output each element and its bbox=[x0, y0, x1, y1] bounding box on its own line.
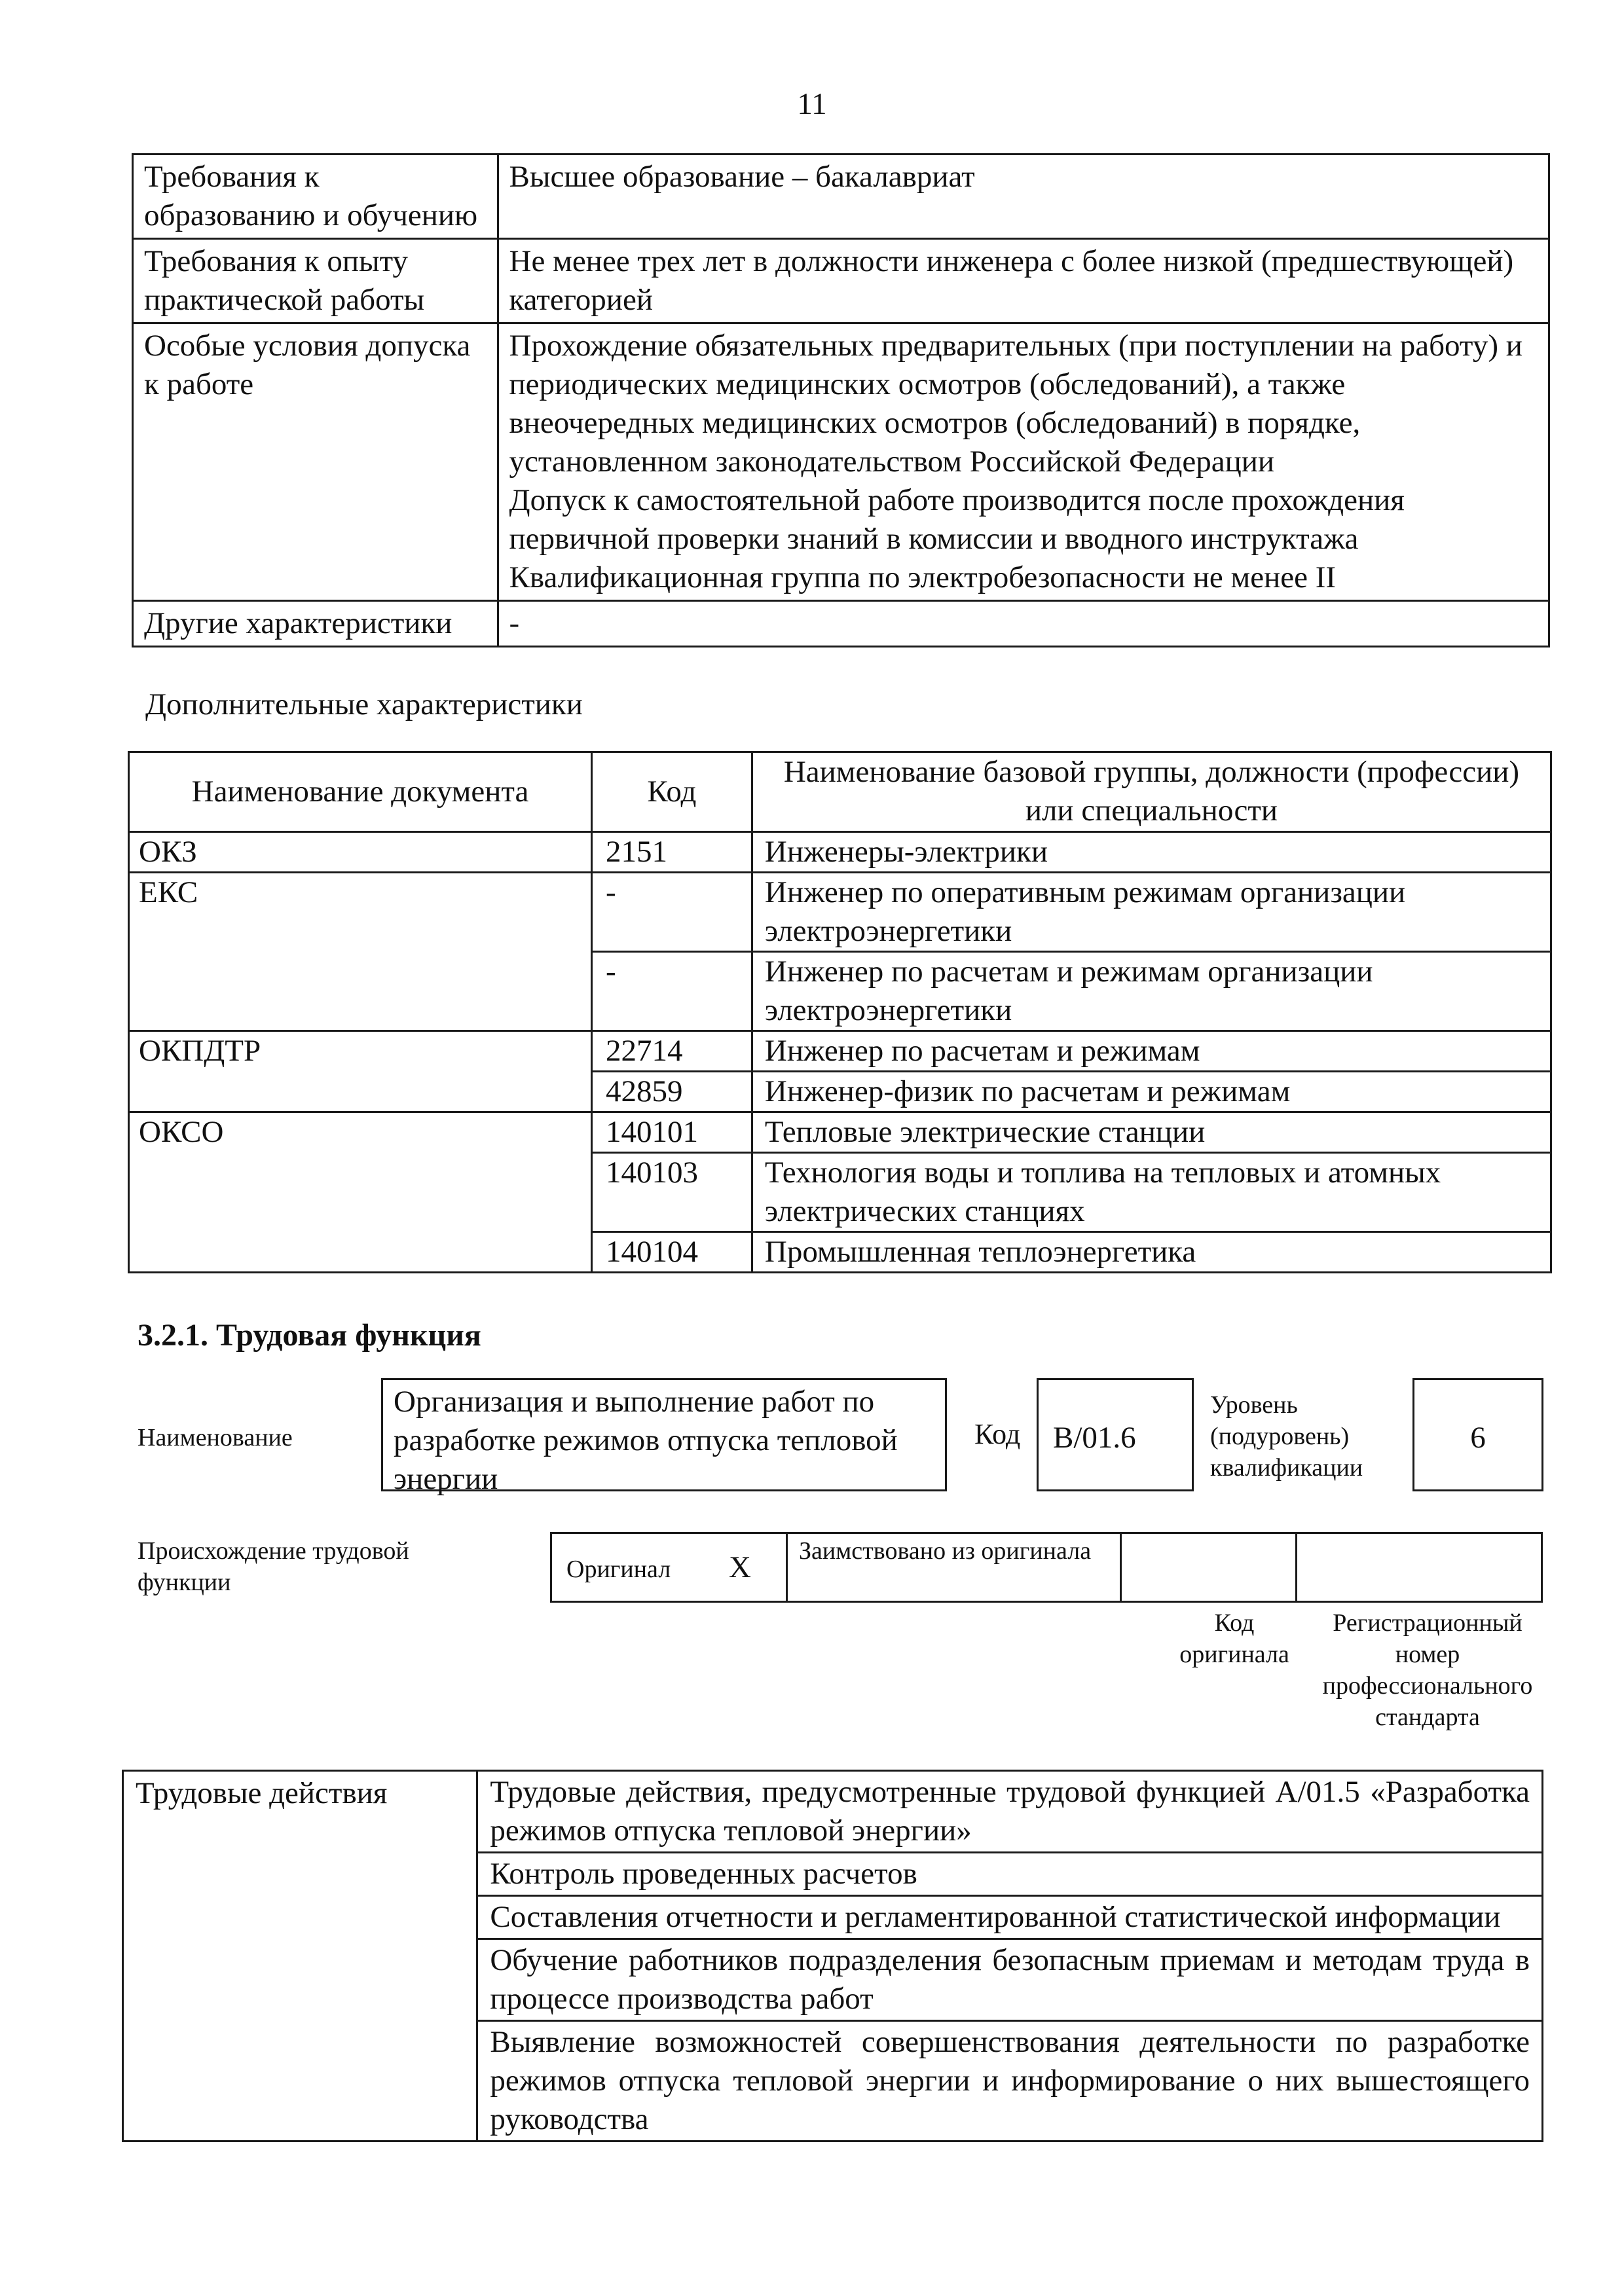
code-label: Код bbox=[974, 1418, 1021, 1450]
requirement-value bbox=[498, 155, 1549, 239]
group-name: Технология воды и топлива на тепловых и атомных электрических станциях bbox=[752, 1153, 1551, 1232]
document-code: 22714 bbox=[592, 1031, 752, 1072]
labor-action-item: Выявление возможностей совершенствования деятельности по разработке режимов отпуска тепловой энергии и информирование о них вышестоящего руководства bbox=[477, 2021, 1543, 2141]
requirement-value bbox=[498, 601, 1549, 647]
group-name: Тепловые электрические станции bbox=[752, 1112, 1551, 1153]
requirements-row bbox=[133, 239, 1549, 323]
requirement-label: Другие характеристики bbox=[133, 601, 498, 647]
page-number: 11 bbox=[797, 87, 827, 121]
requirement-value-line: Квалификационная группа по электробезопасности не менее II bbox=[509, 560, 1337, 594]
original-mark: X bbox=[729, 1550, 751, 1584]
requirement-label: Особые условия допуска к работе bbox=[133, 323, 498, 601]
labor-action-item: Обучение работников подразделения безопасным приемам и методам труда в процессе производства работ bbox=[477, 1939, 1543, 2021]
origin-divider-2 bbox=[1120, 1532, 1122, 1603]
function-name-box: Организация и выполнение работ по разработке режимов отпуска тепловой энергии bbox=[381, 1378, 947, 1491]
group-name: Промышленная теплоэнергетика bbox=[752, 1232, 1551, 1273]
original-label: Оригинал bbox=[566, 1556, 671, 1583]
name-label: Наименование bbox=[138, 1424, 293, 1451]
level-label: Уровень (подуровень) квалификации bbox=[1210, 1391, 1363, 1482]
requirement-value-line: - bbox=[509, 606, 520, 640]
document-name: ОКПДТР bbox=[129, 1031, 592, 1112]
header-group-name: Наименование базовой группы, должности (профессии) или специальности bbox=[752, 752, 1551, 832]
additional-title: Дополнительные характеристики bbox=[145, 687, 583, 721]
requirement-label: Требования к опыту практической работы bbox=[133, 239, 498, 323]
origin-divider-3 bbox=[1295, 1532, 1297, 1603]
document-name: ЕКС bbox=[129, 873, 592, 1031]
header-document: Наименование документа bbox=[129, 752, 592, 832]
requirements-row bbox=[133, 323, 1549, 601]
additional-row bbox=[129, 873, 1551, 952]
requirement-value bbox=[498, 323, 1549, 601]
requirements-row bbox=[133, 601, 1549, 647]
group-name: Инженер по расчетам и режимам bbox=[752, 1031, 1551, 1072]
labor-action-item: Трудовые действия, предусмотренные трудовой функцией А/01.5 «Разработка режимов отпуска тепловой энергии» bbox=[477, 1771, 1543, 1853]
labor-actions-table bbox=[122, 1770, 1543, 2142]
group-name: Инженер-физик по расчетам и режимам bbox=[752, 1072, 1551, 1112]
additional-row bbox=[129, 832, 1551, 873]
requirements-table bbox=[132, 153, 1550, 647]
group-name: Инженеры-электрики bbox=[752, 832, 1551, 873]
document-code: - bbox=[592, 873, 752, 952]
requirement-value-line: Высшее образование – бакалавриат bbox=[509, 160, 975, 194]
document-name: ОКЗ bbox=[129, 832, 592, 873]
document-code: 140101 bbox=[592, 1112, 752, 1153]
header-code: Код bbox=[592, 752, 752, 832]
labor-action-item: Контроль проведенных расчетов bbox=[477, 1853, 1543, 1896]
requirement-value bbox=[498, 239, 1549, 323]
group-name: Инженер по расчетам и режимам организации электроэнергетики bbox=[752, 952, 1551, 1031]
requirements-row bbox=[133, 155, 1549, 239]
borrowed-label: Заимствовано из оригинала bbox=[799, 1537, 1092, 1565]
level-value-box: 6 bbox=[1412, 1378, 1543, 1491]
document-code: 2151 bbox=[592, 832, 752, 873]
function-code-box: B/01.6 bbox=[1037, 1378, 1194, 1491]
requirement-label: Требования к образованию и обучению bbox=[133, 155, 498, 239]
additional-row bbox=[129, 1031, 1551, 1072]
group-name: Инженер по оперативным режимам организации электроэнергетики bbox=[752, 873, 1551, 952]
document-name: ОКСО bbox=[129, 1112, 592, 1273]
additional-row bbox=[129, 1112, 1551, 1153]
document-code: 140104 bbox=[592, 1232, 752, 1273]
code-original-caption: Код оригинала bbox=[1179, 1609, 1289, 1668]
origin-label: Происхождение трудовой функции bbox=[138, 1537, 409, 1596]
labor-actions-label: Трудовые действия bbox=[123, 1771, 477, 2141]
section-heading: 3.2.1. Трудовая функция bbox=[138, 1318, 481, 1353]
additional-table bbox=[128, 751, 1552, 1273]
labor-action-row bbox=[123, 1771, 1543, 1853]
document-code: - bbox=[592, 952, 752, 1031]
requirement-value-line: Допуск к самостоятельной работе производится после прохождения первичной проверки знаний в комиссии и вводного инструктажа bbox=[509, 483, 1405, 556]
reg-number-caption: Регистрационный номер профессионального стандарта bbox=[1322, 1609, 1533, 1731]
origin-divider-1 bbox=[786, 1532, 788, 1603]
document-code: 42859 bbox=[592, 1072, 752, 1112]
document-code: 140103 bbox=[592, 1153, 752, 1232]
labor-action-item: Составления отчетности и регламентированной статистической информации bbox=[477, 1896, 1543, 1939]
requirement-value-line: Прохождение обязательных предварительных (при поступлении на работу) и периодических медицинских осмотров (обследований), а также внеочередных медицинских осмотров (обследований) в порядке, установленном законодательством Российской Федерации bbox=[509, 329, 1522, 479]
requirement-value-line: Не менее трех лет в должности инженера с более низкой (предшествующей) категорией bbox=[509, 244, 1514, 317]
